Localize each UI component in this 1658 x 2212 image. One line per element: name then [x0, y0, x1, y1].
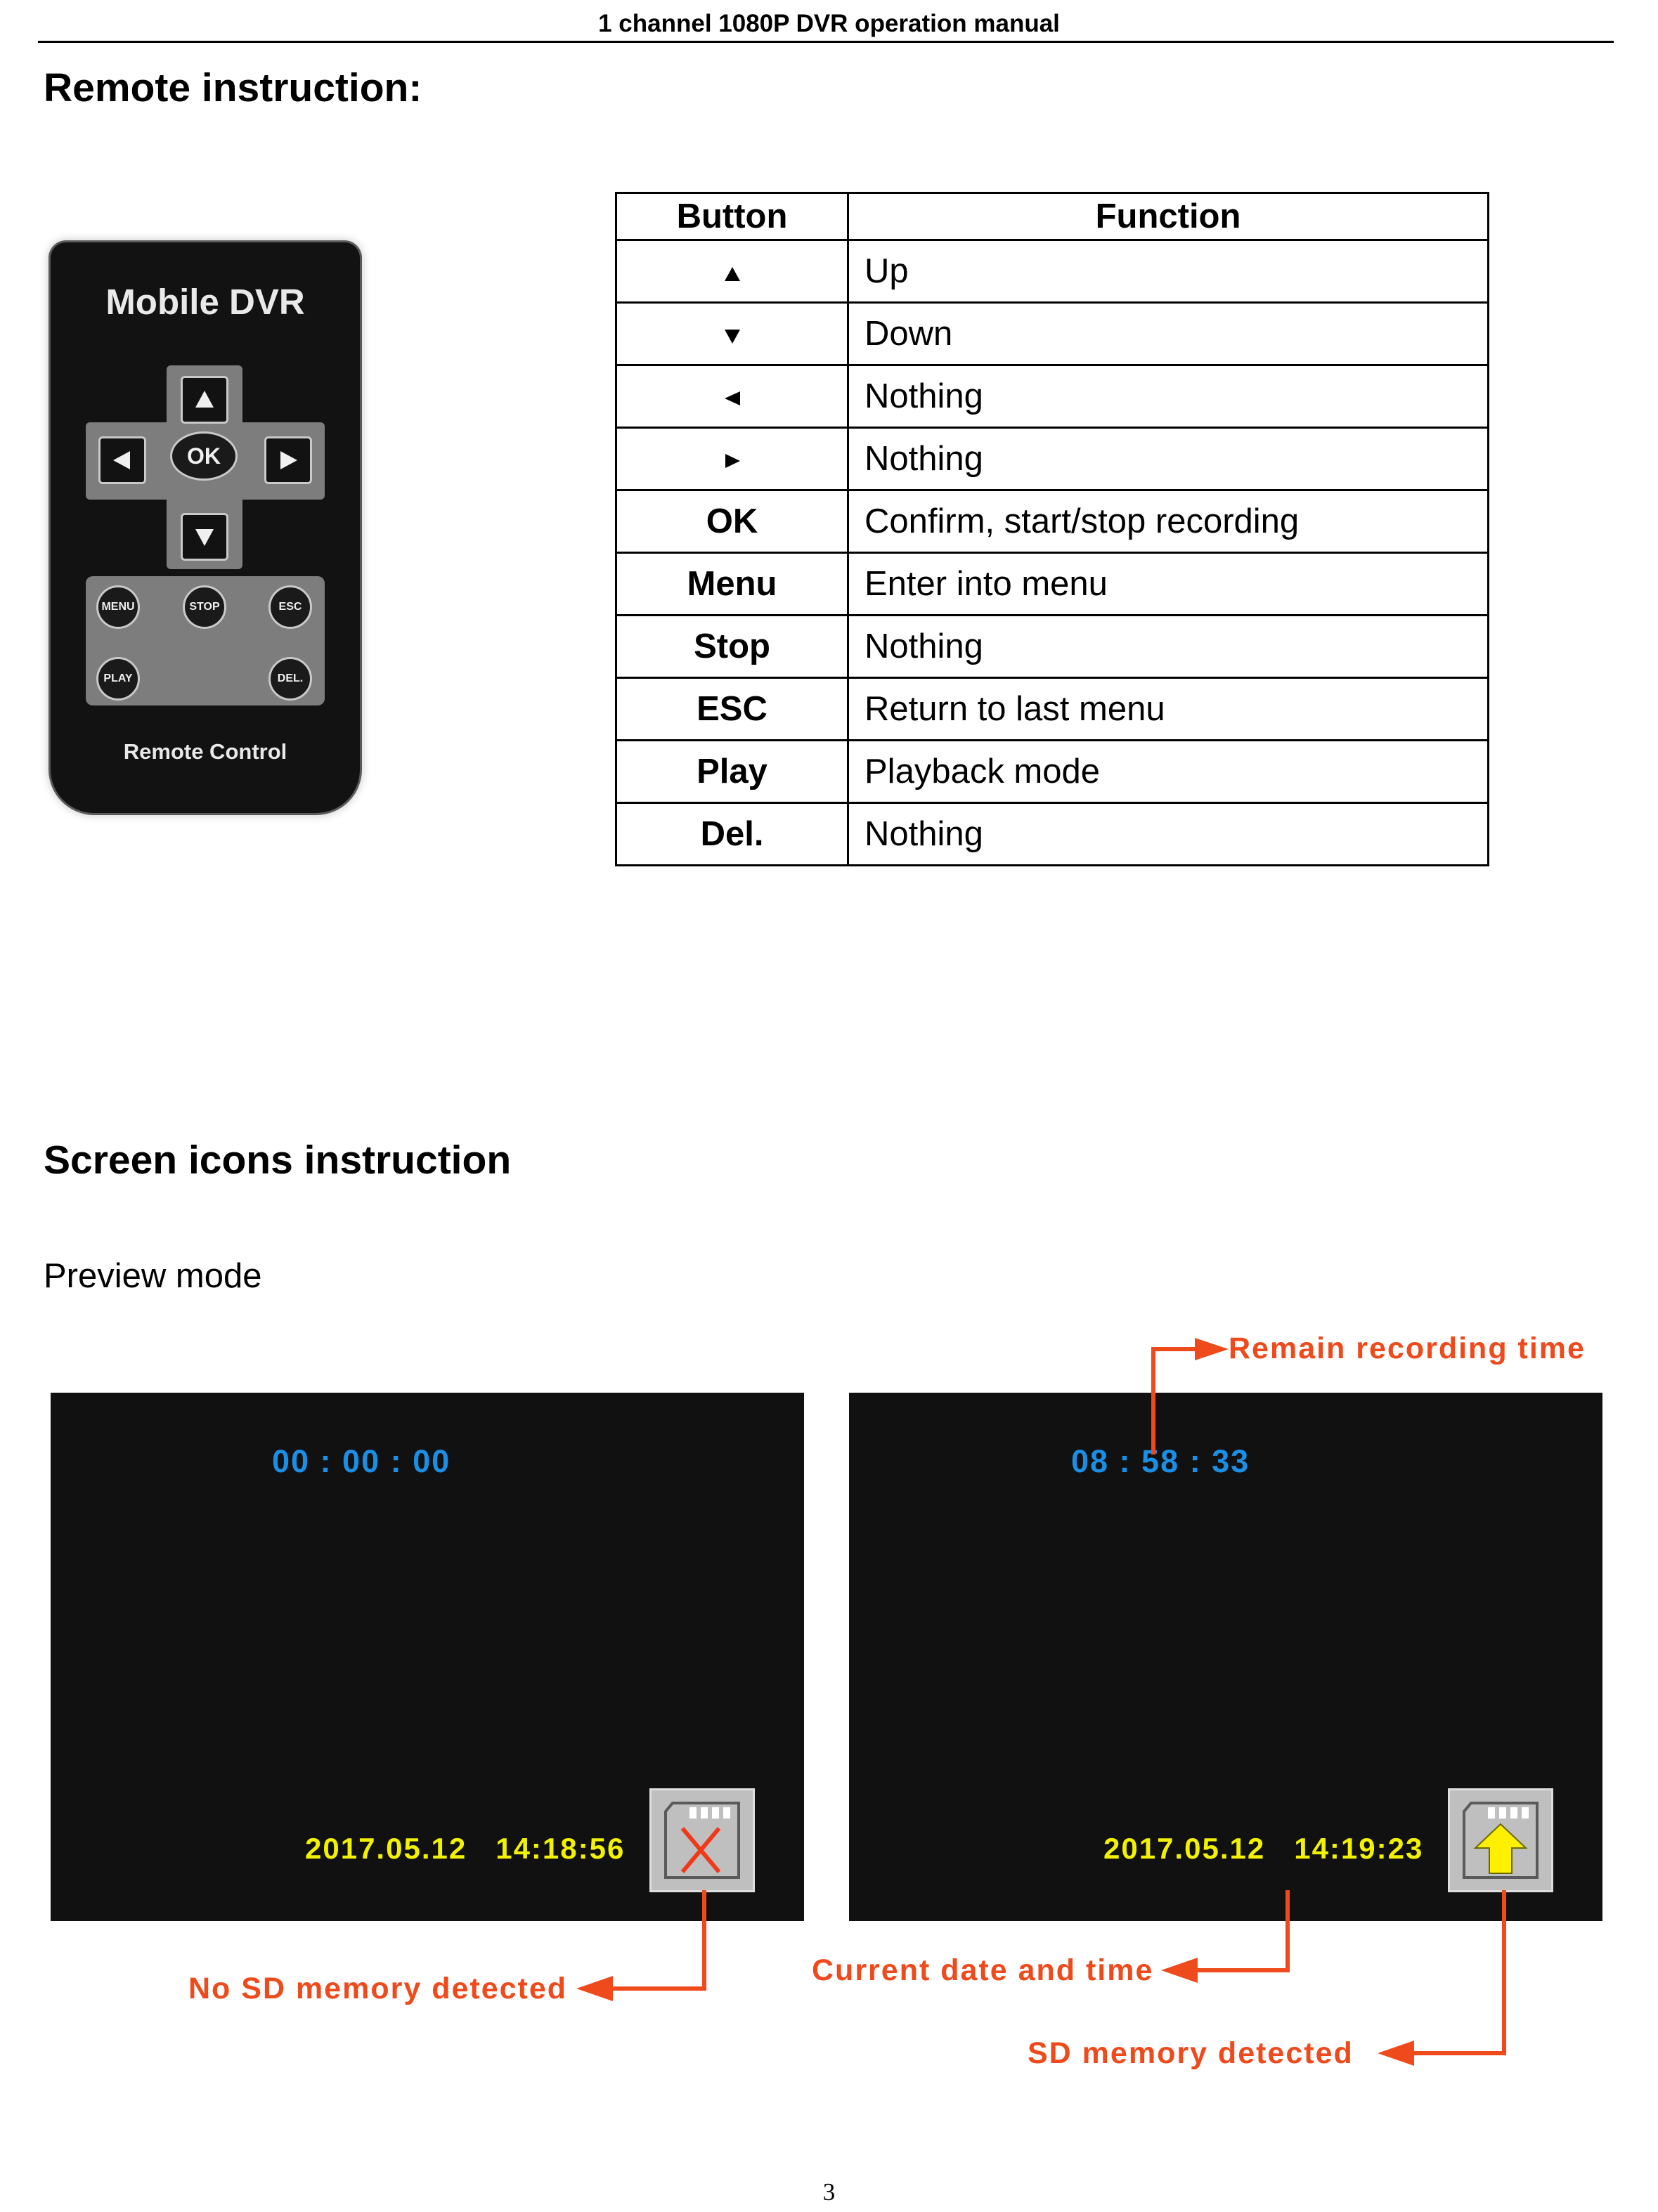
table-cell-function: Nothing	[848, 616, 1489, 678]
current-datetime: 2017.05.12 14:19:23	[1103, 1832, 1424, 1865]
recording-timer: 00 : 00 : 00	[272, 1443, 451, 1479]
table-cell-button: Menu	[616, 553, 848, 616]
table-cell-button: Stop	[616, 616, 848, 678]
table-cell-function: Up	[848, 240, 1489, 303]
remain-recording-timer: 08 : 58 : 33	[1071, 1443, 1250, 1479]
table-cell-function: Enter into menu	[848, 553, 1489, 616]
remote-footer-label: Remote Control	[123, 739, 287, 764]
callout-current-date-time: Current date and time	[812, 1953, 1154, 1987]
table-cell-function: Nothing	[848, 365, 1489, 428]
table-cell-button: OK	[616, 490, 848, 553]
table-cell-function: Down	[848, 303, 1489, 365]
remote-section-title: Remote instruction:	[44, 65, 422, 110]
table-cell-function: Playback mode	[848, 741, 1489, 803]
table-cell-button: Play	[616, 741, 848, 803]
document-header-title: 1 channel 1080P DVR operation manual	[598, 10, 1060, 37]
remote-brand: Mobile DVR	[105, 282, 305, 322]
table-cell-function: Nothing	[848, 803, 1489, 866]
callout-remain-recording-time: Remain recording time	[1229, 1332, 1586, 1365]
remote-ok-key: OK	[170, 431, 238, 481]
page-number: 3	[822, 2178, 836, 2206]
remote-stop-key: STOP	[183, 585, 226, 629]
screen-section-title: Screen icons instruction	[44, 1138, 512, 1183]
table-header-button: Button	[616, 193, 848, 240]
table-cell-function: Nothing	[848, 428, 1489, 490]
table-cell-button: Del.	[616, 803, 848, 866]
remote-menu-key: MENU	[96, 585, 140, 629]
callout-no-sd-memory: No SD memory detected	[188, 1972, 568, 2005]
table-cell-function: Confirm, start/stop recording	[848, 490, 1489, 553]
remote-esc-key: ESC	[268, 585, 312, 629]
table-cell-function: Return to last menu	[848, 678, 1489, 741]
callout-sd-memory-detected: SD memory detected	[1028, 2036, 1354, 2070]
remote-play-key: PLAY	[96, 657, 140, 701]
remote-del-key: DEL.	[268, 657, 312, 701]
preview-mode-label: Preview mode	[44, 1257, 262, 1295]
table-header-function: Function	[848, 193, 1489, 240]
current-datetime: 2017.05.12 14:18:56	[305, 1832, 626, 1865]
table-cell-button: ESC	[616, 678, 848, 741]
